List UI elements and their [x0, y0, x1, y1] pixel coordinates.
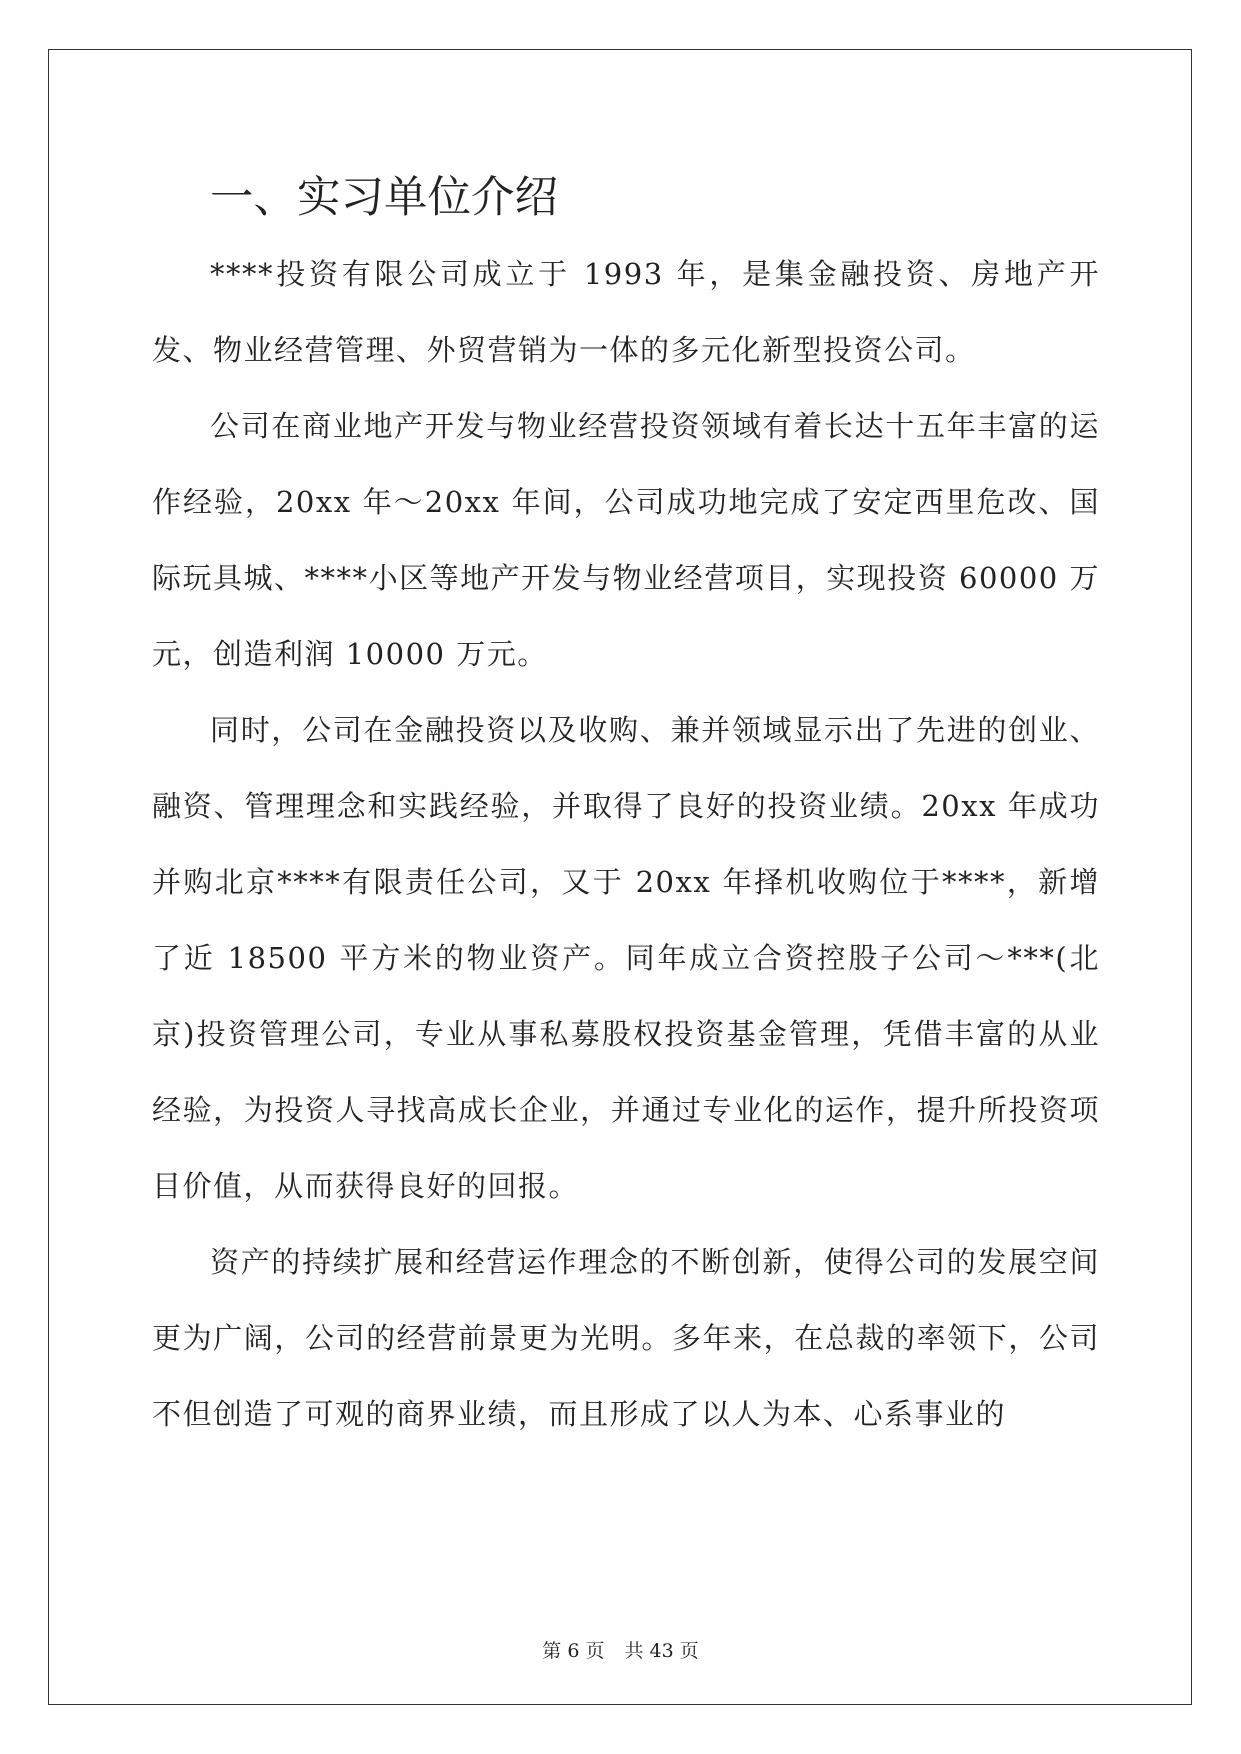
paragraph-financial-investment: 同时，公司在金融投资以及收购、兼并领域显示出了先进的创业、融资、管理理念和实践经验，并取得了良好的投资业绩。20xx 年成功并购北京****有限责任公司，又于 20xx 年择机收购位于****，新增了近 18500 平方米的物业资产。同年成立合资控股子公司～***(北京)投资管理公司，专业从事私募股权投资基金管理，凭借丰富的从业经验，为投资人寻找高成长企业，并通过专业化的运作，提升所投资项目价值，从而获得良好的回报。: [152, 713, 1100, 1203]
paragraph-development-outlook: 资产的持续扩展和经营运作理念的不断创新，使得公司的发展空间更为广阔，公司的经营前景更为光明。多年来，在总裁的率领下，公司不但创造了可观的商界业绩，而且形成了以人为本、心系事业的: [152, 1245, 1100, 1431]
paragraph-company-intro: ****投资有限公司成立于 1993 年，是集金融投资、房地产开发、物业经营管理、外贸营销为一体的多元化新型投资公司。: [152, 257, 1100, 367]
section-heading: 一、实习单位介绍: [210, 173, 558, 223]
page-number: 第 6 页: [542, 1640, 605, 1662]
paragraph-real-estate-experience: 公司在商业地产开发与物业经营投资领域有着长达十五年丰富的运作经验，20xx 年～20xx 年间，公司成功地完成了安定西里危改、国际玩具城、****小区等地产开发与物业经营项目，实现投资 60000 万元，创造利润 10000 万元。: [152, 409, 1100, 671]
page-total: 共 43 页: [624, 1640, 699, 1662]
page-footer: [0, 1636, 1241, 1663]
document-body: [152, 160, 1100, 1452]
